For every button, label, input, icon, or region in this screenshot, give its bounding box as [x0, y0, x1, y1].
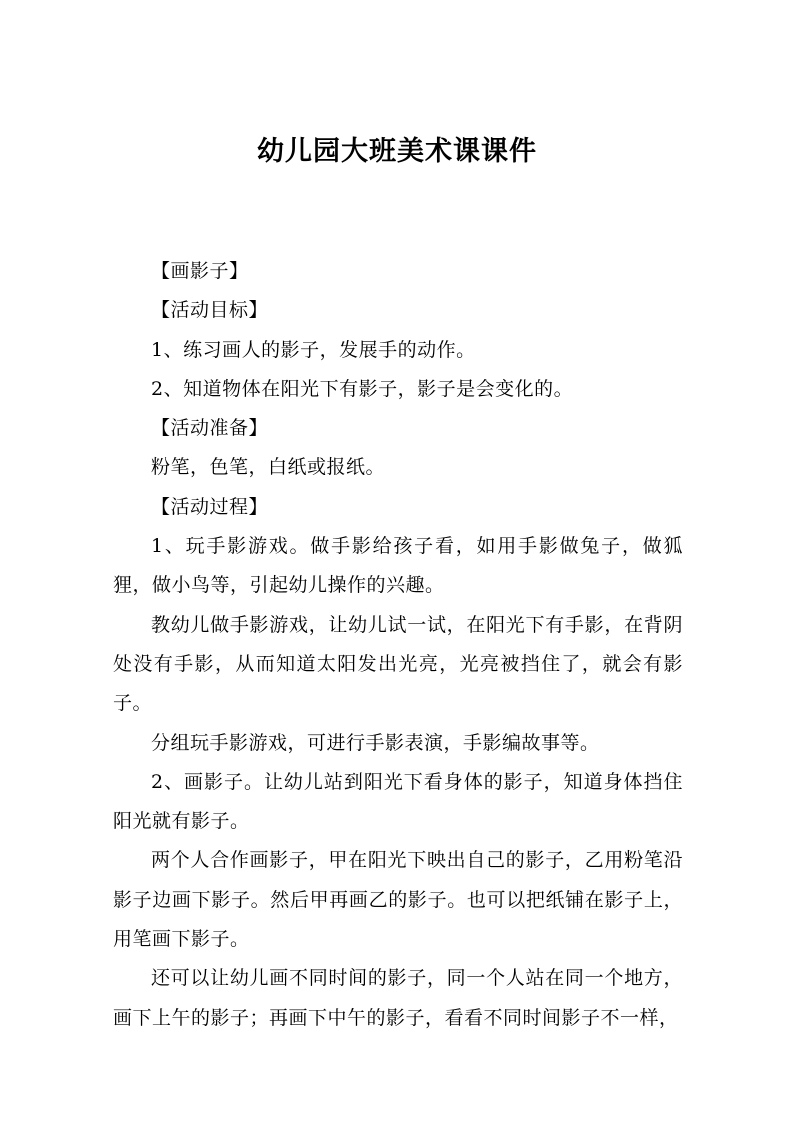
goal-item-2: 2、知道物体在阳光下有影子，影子是会变化的。 [151, 377, 574, 400]
process-paragraph: 两个人合作画影子，甲在阳光下映出自己的影子，乙用粉笔沿影子边画下影子。然后甲再画乙的影子。也可以把纸铺在影子上，用笔画下影子。 [113, 849, 683, 951]
process-paragraph: 2、画影子。让幼儿站到阳光下看身体的影子，知道身体挡住阳光就有影子。 [113, 770, 683, 833]
process-paragraph: 还可以让幼儿画不同时间的影子，同一个人站在同一个地方，画下上午的影子；再画下中午的影子，看看不同时间影子不一样， [113, 967, 683, 1029]
document-title: 幼儿园大班美术课课件 [257, 136, 537, 167]
section-heading-goals: 【活动目标】 [151, 299, 269, 322]
goal-item-1: 1、练习画人的影子，发展手的动作。 [151, 338, 476, 361]
process-paragraph: 教幼儿做手影游戏，让幼儿试一试，在阳光下有手影，在背阴处没有手影，从而知道太阳发出光亮，光亮被挡住了，就会有影子。 [113, 613, 683, 715]
preparation-text: 粉笔，色笔，白纸或报纸。 [151, 456, 386, 479]
process-paragraph: 分组玩手影游戏，可进行手影表演，手影编故事等。 [151, 731, 600, 754]
section-heading-process: 【活动过程】 [151, 495, 269, 518]
section-heading-preparation: 【活动准备】 [151, 417, 269, 440]
document-body [113, 252, 683, 1038]
process-paragraph: 1、玩手影游戏。做手影给孩子看，如用手影做兔子，做狐狸，做小鸟等，引起幼儿操作的兴趣。 [113, 535, 683, 597]
section-heading-draw-shadow: 【画影子】 [151, 260, 249, 282]
